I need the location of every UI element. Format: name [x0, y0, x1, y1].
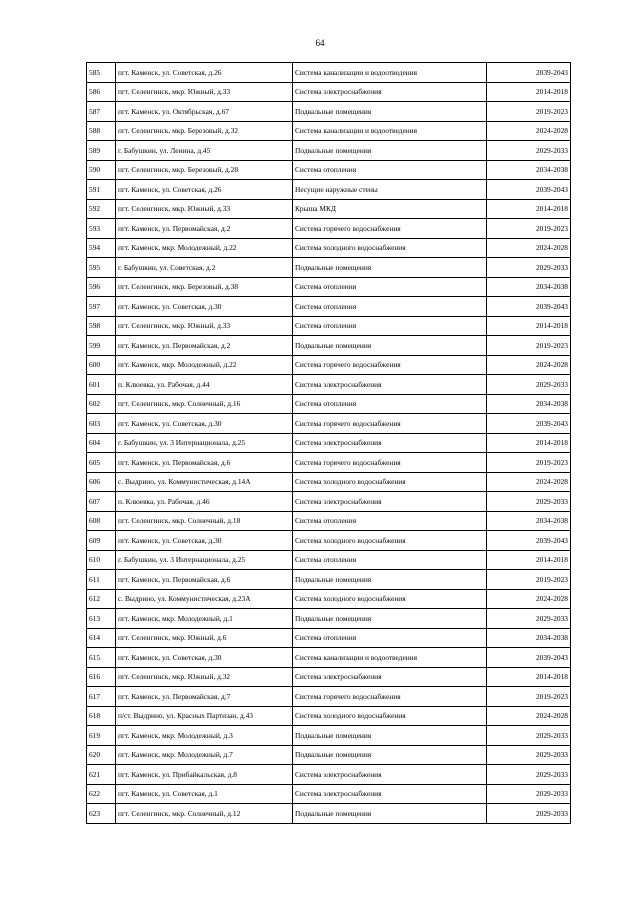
building-system-cell: Система отопления: [293, 394, 487, 414]
repair-schedule-table: [86, 62, 571, 824]
address-cell: с. Выдрино, ул. Коммунистическая, д.23А: [116, 589, 293, 609]
repair-period-cell: 2024-2028: [487, 238, 571, 258]
repair-period-cell: 2019-2023: [487, 336, 571, 356]
row-number-cell: 614: [87, 628, 116, 648]
row-number-cell: 608: [87, 511, 116, 531]
row-number-cell: 599: [87, 336, 116, 356]
address-cell: пгт. Селенгинск, мкр. Солнечный, д.16: [116, 394, 293, 414]
address-cell: п/ст. Выдрино, ул. Красных Партизан, д.43: [116, 706, 293, 726]
table-row: [87, 433, 571, 453]
building-system-cell: Система канализации и водоотведения: [293, 121, 487, 141]
address-cell: г. Бабушкин, ул. 3 Интернационала, д.25: [116, 433, 293, 453]
building-system-cell: Система электроснабжения: [293, 765, 487, 785]
address-cell: пгт. Каменск, ул. Первомайская, д.2: [116, 219, 293, 239]
building-system-cell: Подвальные помещения: [293, 804, 487, 824]
row-number-cell: 623: [87, 804, 116, 824]
table-row: [87, 589, 571, 609]
address-cell: пгт. Каменск, ул. Советская, д.30: [116, 297, 293, 317]
address-cell: пгт. Каменск, мкр. Молодежный, д.3: [116, 726, 293, 746]
row-number-cell: 618: [87, 706, 116, 726]
repair-period-cell: 2039-2043: [487, 414, 571, 434]
building-system-cell: Несущие наружные стены: [293, 180, 487, 200]
address-cell: пгт. Селенгинск, мкр. Березовый, д.28: [116, 160, 293, 180]
table-row: [87, 745, 571, 765]
building-system-cell: Подвальные помещения: [293, 726, 487, 746]
address-cell: пгт. Каменск, ул. Первомайская, д.6: [116, 453, 293, 473]
building-system-cell: Система отопления: [293, 511, 487, 531]
building-system-cell: Система отопления: [293, 550, 487, 570]
repair-period-cell: 2039-2043: [487, 648, 571, 668]
row-number-cell: 611: [87, 570, 116, 590]
table-row: [87, 219, 571, 239]
repair-period-cell: 2014-2018: [487, 550, 571, 570]
building-system-cell: Система отопления: [293, 160, 487, 180]
address-cell: п. Клюевка, ул. Рабочая, д.44: [116, 375, 293, 395]
building-system-cell: Система горячего водоснабжения: [293, 219, 487, 239]
address-cell: пгт. Каменск, ул. Советская, д.1: [116, 784, 293, 804]
building-system-cell: Система горячего водоснабжения: [293, 453, 487, 473]
table-row: [87, 336, 571, 356]
repair-period-cell: 2029-2033: [487, 784, 571, 804]
address-cell: п. Клюевка, ул. Рабочая, д.46: [116, 492, 293, 512]
row-number-cell: 597: [87, 297, 116, 317]
table-row: [87, 453, 571, 473]
building-system-cell: Система отопления: [293, 277, 487, 297]
address-cell: пгт. Селенгинск, мкр. Южный, д.33: [116, 82, 293, 102]
repair-period-cell: 2029-2033: [487, 609, 571, 629]
row-number-cell: 605: [87, 453, 116, 473]
repair-period-cell: 2019-2023: [487, 219, 571, 239]
table-row: [87, 297, 571, 317]
repair-period-cell: 2034-2038: [487, 628, 571, 648]
repair-period-cell: 2039-2043: [487, 63, 571, 83]
building-system-cell: Подвальные помещения: [293, 102, 487, 122]
address-cell: пгт. Селенгинск, мкр. Березовый, д.32: [116, 121, 293, 141]
row-number-cell: 595: [87, 258, 116, 278]
row-number-cell: 594: [87, 238, 116, 258]
repair-period-cell: 2019-2023: [487, 570, 571, 590]
table-row: [87, 667, 571, 687]
table-row: [87, 414, 571, 434]
table-row: [87, 628, 571, 648]
page-number: 64: [315, 38, 325, 48]
address-cell: с. Выдрино, ул. Коммунистическая, д.14А: [116, 472, 293, 492]
building-system-cell: Система электроснабжения: [293, 784, 487, 804]
repair-period-cell: 2029-2033: [487, 258, 571, 278]
row-number-cell: 601: [87, 375, 116, 395]
table-row: [87, 531, 571, 551]
table-row: [87, 316, 571, 336]
building-system-cell: Система отопления: [293, 297, 487, 317]
table-row: [87, 570, 571, 590]
row-number-cell: 613: [87, 609, 116, 629]
row-number-cell: 589: [87, 141, 116, 161]
table-row: [87, 511, 571, 531]
repair-period-cell: 2019-2023: [487, 102, 571, 122]
building-system-cell: Подвальные помещения: [293, 258, 487, 278]
repair-period-cell: 2019-2023: [487, 687, 571, 707]
address-cell: пгт. Каменск, ул. Советская, д.30: [116, 648, 293, 668]
row-number-cell: 603: [87, 414, 116, 434]
building-system-cell: Система холодного водоснабжения: [293, 589, 487, 609]
table-row: [87, 258, 571, 278]
table-row: [87, 355, 571, 375]
address-cell: пгт. Каменск, ул. Советская, д.26: [116, 63, 293, 83]
address-cell: пгт. Селенгинск, мкр. Солнечный, д.12: [116, 804, 293, 824]
repair-period-cell: 2029-2033: [487, 726, 571, 746]
building-system-cell: Система холодного водоснабжения: [293, 472, 487, 492]
repair-period-cell: 2019-2023: [487, 453, 571, 473]
table-row: [87, 180, 571, 200]
building-system-cell: Система холодного водоснабжения: [293, 531, 487, 551]
building-system-cell: Подвальные помещения: [293, 745, 487, 765]
repair-period-cell: 2029-2033: [487, 375, 571, 395]
repair-period-cell: 2024-2028: [487, 472, 571, 492]
table-row: [87, 160, 571, 180]
row-number-cell: 598: [87, 316, 116, 336]
repair-period-cell: 2034-2038: [487, 511, 571, 531]
table-row: [87, 394, 571, 414]
repair-period-cell: 2014-2018: [487, 433, 571, 453]
building-system-cell: Система электроснабжения: [293, 375, 487, 395]
address-cell: пгт. Селенгинск, мкр. Южный, д.33: [116, 316, 293, 336]
row-number-cell: 609: [87, 531, 116, 551]
repair-period-cell: 2014-2018: [487, 667, 571, 687]
building-system-cell: Система горячего водоснабжения: [293, 355, 487, 375]
building-system-cell: Система холодного водоснабжения: [293, 238, 487, 258]
table-row: [87, 726, 571, 746]
table-row: [87, 199, 571, 219]
repair-period-cell: 2039-2043: [487, 180, 571, 200]
building-system-cell: Система канализации и водоотведения: [293, 63, 487, 83]
address-cell: пгт. Каменск, мкр. Молодежный, д.22: [116, 355, 293, 375]
building-system-cell: Система горячего водоснабжения: [293, 687, 487, 707]
address-cell: пгт. Каменск, ул. Советская, д.30: [116, 414, 293, 434]
repair-period-cell: 2024-2028: [487, 589, 571, 609]
repair-period-cell: 2014-2018: [487, 199, 571, 219]
row-number-cell: 592: [87, 199, 116, 219]
row-number-cell: 586: [87, 82, 116, 102]
building-system-cell: Система электроснабжения: [293, 492, 487, 512]
building-system-cell: Подвальные помещения: [293, 336, 487, 356]
table-body: [87, 63, 571, 824]
repair-period-cell: 2014-2018: [487, 316, 571, 336]
building-system-cell: Система электроснабжения: [293, 667, 487, 687]
row-number-cell: 602: [87, 394, 116, 414]
table-row: [87, 472, 571, 492]
table-row: [87, 648, 571, 668]
repair-period-cell: 2039-2043: [487, 531, 571, 551]
table-row: [87, 804, 571, 824]
repair-period-cell: 2029-2033: [487, 765, 571, 785]
repair-period-cell: 2029-2033: [487, 492, 571, 512]
building-system-cell: Система горячего водоснабжения: [293, 414, 487, 434]
table-row: [87, 765, 571, 785]
address-cell: г. Бабушкин, ул. Советская, д.2: [116, 258, 293, 278]
repair-period-cell: 2024-2028: [487, 121, 571, 141]
address-cell: пгт. Каменск, мкр. Молодежный, д.7: [116, 745, 293, 765]
address-cell: пгт. Селенгинск, мкр. Березовый, д.38: [116, 277, 293, 297]
row-number-cell: 593: [87, 219, 116, 239]
row-number-cell: 587: [87, 102, 116, 122]
address-cell: пгт. Селенгинск, мкр. Южный, д.33: [116, 199, 293, 219]
row-number-cell: 612: [87, 589, 116, 609]
address-cell: пгт. Каменск, ул. Первомайская, д.7: [116, 687, 293, 707]
table-row: [87, 550, 571, 570]
address-cell: пгт. Каменск, ул. Советская, д.30: [116, 531, 293, 551]
row-number-cell: 585: [87, 63, 116, 83]
row-number-cell: 620: [87, 745, 116, 765]
row-number-cell: 600: [87, 355, 116, 375]
address-cell: пгт. Селенгинск, мкр. Солнечный, д.18: [116, 511, 293, 531]
building-system-cell: Крыша МКД: [293, 199, 487, 219]
row-number-cell: 588: [87, 121, 116, 141]
table-row: [87, 141, 571, 161]
table-row: [87, 63, 571, 83]
table-row: [87, 706, 571, 726]
repair-period-cell: 2034-2038: [487, 277, 571, 297]
address-cell: пгт. Каменск, ул. Октябрьская, д.67: [116, 102, 293, 122]
repair-period-cell: 2024-2028: [487, 355, 571, 375]
table-row: [87, 784, 571, 804]
repair-period-cell: 2034-2038: [487, 160, 571, 180]
row-number-cell: 622: [87, 784, 116, 804]
row-number-cell: 617: [87, 687, 116, 707]
address-cell: пгт. Селенгинск, мкр. Южный, д.6: [116, 628, 293, 648]
table-row: [87, 102, 571, 122]
repair-period-cell: 2029-2033: [487, 141, 571, 161]
address-cell: пгт. Каменск, ул. Первомайская, д.6: [116, 570, 293, 590]
row-number-cell: 607: [87, 492, 116, 512]
building-system-cell: Подвальные помещения: [293, 609, 487, 629]
building-system-cell: Подвальные помещения: [293, 570, 487, 590]
building-system-cell: Система электроснабжения: [293, 433, 487, 453]
repair-period-cell: 2029-2033: [487, 804, 571, 824]
table-row: [87, 492, 571, 512]
table-row: [87, 277, 571, 297]
repair-period-cell: 2029-2033: [487, 745, 571, 765]
repair-period-cell: 2024-2028: [487, 706, 571, 726]
row-number-cell: 616: [87, 667, 116, 687]
row-number-cell: 590: [87, 160, 116, 180]
table-row: [87, 687, 571, 707]
repair-period-cell: 2014-2018: [487, 82, 571, 102]
building-system-cell: Система канализации и водоотведения: [293, 648, 487, 668]
table-row: [87, 238, 571, 258]
row-number-cell: 621: [87, 765, 116, 785]
row-number-cell: 610: [87, 550, 116, 570]
building-system-cell: Система холодного водоснабжения: [293, 706, 487, 726]
table-row: [87, 82, 571, 102]
table-row: [87, 375, 571, 395]
row-number-cell: 619: [87, 726, 116, 746]
row-number-cell: 606: [87, 472, 116, 492]
address-cell: г. Бабушкин, ул. 3 Интернационала, д.25: [116, 550, 293, 570]
address-cell: пгт. Каменск, мкр. Молодежный, д.22: [116, 238, 293, 258]
address-cell: пгт. Селенгинск, мкр. Южный, д.32: [116, 667, 293, 687]
repair-period-cell: 2039-2043: [487, 297, 571, 317]
address-cell: пгт. Каменск, мкр. Молодежный, д.1: [116, 609, 293, 629]
row-number-cell: 591: [87, 180, 116, 200]
building-system-cell: Система отопления: [293, 316, 487, 336]
table-row: [87, 609, 571, 629]
address-cell: пгт. Каменск, ул. Первомайская, д.2: [116, 336, 293, 356]
row-number-cell: 615: [87, 648, 116, 668]
row-number-cell: 596: [87, 277, 116, 297]
building-system-cell: Подвальные помещения: [293, 141, 487, 161]
building-system-cell: Система электроснабжения: [293, 82, 487, 102]
row-number-cell: 604: [87, 433, 116, 453]
address-cell: г. Бабушкин, ул. Ленина, д.45: [116, 141, 293, 161]
building-system-cell: Система отопления: [293, 628, 487, 648]
repair-period-cell: 2034-2038: [487, 394, 571, 414]
address-cell: пгт. Каменск, ул. Советская, д.26: [116, 180, 293, 200]
table-row: [87, 121, 571, 141]
address-cell: пгт. Каменск, ул. Прибайкальская, д.8: [116, 765, 293, 785]
